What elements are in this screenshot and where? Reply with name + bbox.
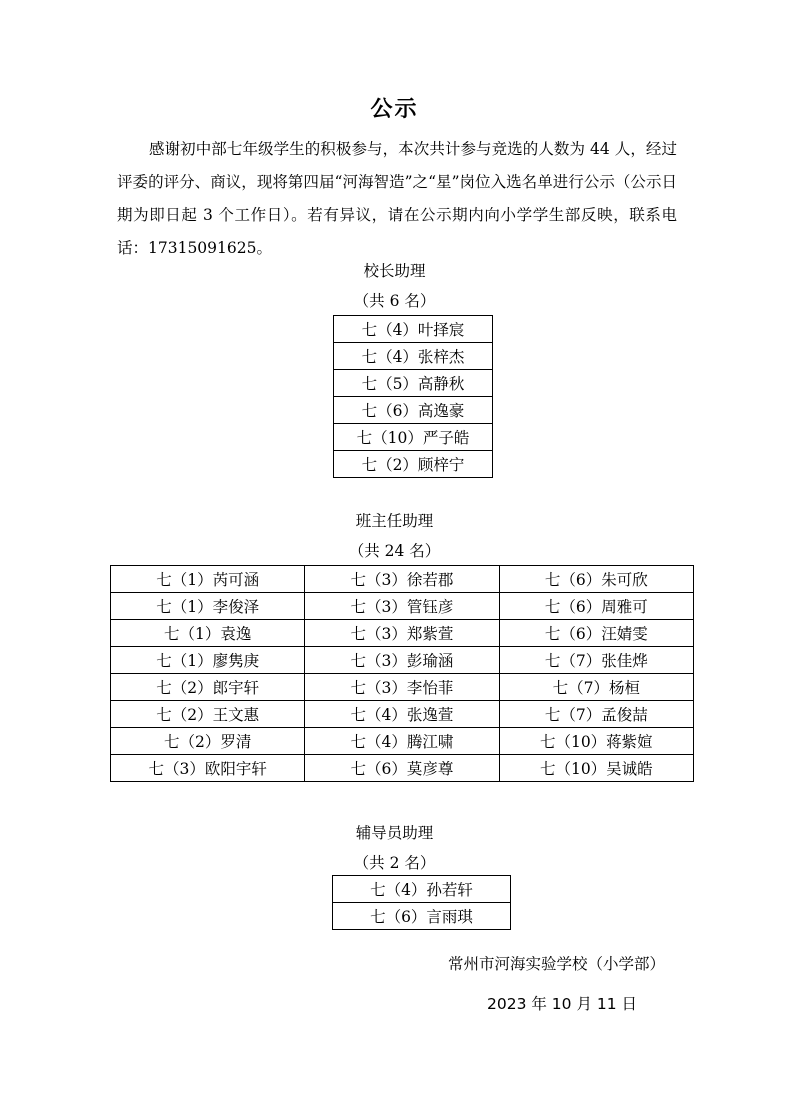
table-row bbox=[111, 647, 694, 674]
section-title-principal-assistant: 校长助理 bbox=[363, 262, 426, 280]
section-title-class-teacher-assistant: 班主任助理 bbox=[355, 512, 434, 530]
name-cell: 七（3）徐若郡 bbox=[305, 566, 499, 593]
table-row bbox=[111, 620, 694, 647]
name-cell: 七（3）郑紫萱 bbox=[305, 620, 499, 647]
name-cell: 七（4）腾江啸 bbox=[305, 728, 499, 755]
name-cell: 七（4）叶择宸 bbox=[334, 316, 493, 343]
name-cell: 七（3）管钰彦 bbox=[305, 593, 499, 620]
page-title: 公示 bbox=[370, 97, 419, 122]
table-row bbox=[334, 397, 493, 424]
name-cell: 七（4）孙若轩 bbox=[333, 876, 511, 903]
table-row bbox=[111, 566, 694, 593]
name-cell: 七（10）吴诚皓 bbox=[499, 755, 693, 782]
name-cell: 七（6）言雨琪 bbox=[333, 903, 511, 930]
intro-paragraph: 感谢初中部七年级学生的积极参与，本次共计参与竞选的人数为 44 人，经过评委的评分、商议，现将第四届“河海智造”之“星”岗位入选名单进行公示（公示日期为即日起 3 个工作日）。若有异议，请在公示期内向小学学生部反映，联系电话：17315091625。 bbox=[117, 140, 677, 257]
class-teacher-assistant-table bbox=[110, 565, 694, 782]
name-cell: 七（3）彭瑜涵 bbox=[305, 647, 499, 674]
table-row bbox=[333, 876, 511, 903]
table-row bbox=[334, 343, 493, 370]
name-cell: 七（6）周雅可 bbox=[499, 593, 693, 620]
name-cell: 七（2）郎宇轩 bbox=[111, 674, 305, 701]
table-row bbox=[111, 755, 694, 782]
table-row bbox=[111, 728, 694, 755]
name-cell: 七（6）汪婧雯 bbox=[499, 620, 693, 647]
name-cell: 七（3）欧阳宇轩 bbox=[111, 755, 305, 782]
principal-assistant-table bbox=[333, 315, 493, 478]
name-cell: 七（6）莫彦尊 bbox=[305, 755, 499, 782]
name-cell: 七（10）蒋紫媗 bbox=[499, 728, 693, 755]
table-row bbox=[111, 701, 694, 728]
table-row bbox=[111, 674, 694, 701]
name-cell: 七（4）张梓杰 bbox=[334, 343, 493, 370]
name-cell: 七（1）廖隽庚 bbox=[111, 647, 305, 674]
signature: 常州市河海实验学校（小学部） bbox=[448, 955, 666, 973]
table-row bbox=[334, 316, 493, 343]
name-cell: 七（7）张佳烨 bbox=[499, 647, 693, 674]
table-row bbox=[333, 903, 511, 930]
table-row bbox=[334, 370, 493, 397]
table-row bbox=[111, 593, 694, 620]
name-cell: 七（7）孟俊喆 bbox=[499, 701, 693, 728]
table-row bbox=[334, 451, 493, 478]
name-cell: 七（2）王文惠 bbox=[111, 701, 305, 728]
name-cell: 七（1）芮可涵 bbox=[111, 566, 305, 593]
name-cell: 七（1）李俊泽 bbox=[111, 593, 305, 620]
name-cell: 七（2）罗清 bbox=[111, 728, 305, 755]
name-cell: 七（6）朱可欣 bbox=[499, 566, 693, 593]
section-count-principal-assistant: （共 6 名） bbox=[353, 292, 436, 310]
section-title-counselor-assistant: 辅导员助理 bbox=[355, 824, 434, 842]
name-cell: 七（5）高静秋 bbox=[334, 370, 493, 397]
name-cell: 七（1）袁逸 bbox=[111, 620, 305, 647]
date: 2023 年 10 月 11 日 bbox=[487, 995, 638, 1013]
counselor-assistant-table bbox=[332, 875, 511, 930]
name-cell: 七（10）严子皓 bbox=[334, 424, 493, 451]
name-cell: 七（4）张逸萱 bbox=[305, 701, 499, 728]
name-cell: 七（6）高逸豪 bbox=[334, 397, 493, 424]
section-count-class-teacher-assistant: （共 24 名） bbox=[348, 542, 441, 560]
name-cell: 七（2）顾梓宁 bbox=[334, 451, 493, 478]
section-count-counselor-assistant: （共 2 名） bbox=[353, 854, 436, 872]
name-cell: 七（7）杨桓 bbox=[499, 674, 693, 701]
name-cell: 七（3）李怡菲 bbox=[305, 674, 499, 701]
table-row bbox=[334, 424, 493, 451]
